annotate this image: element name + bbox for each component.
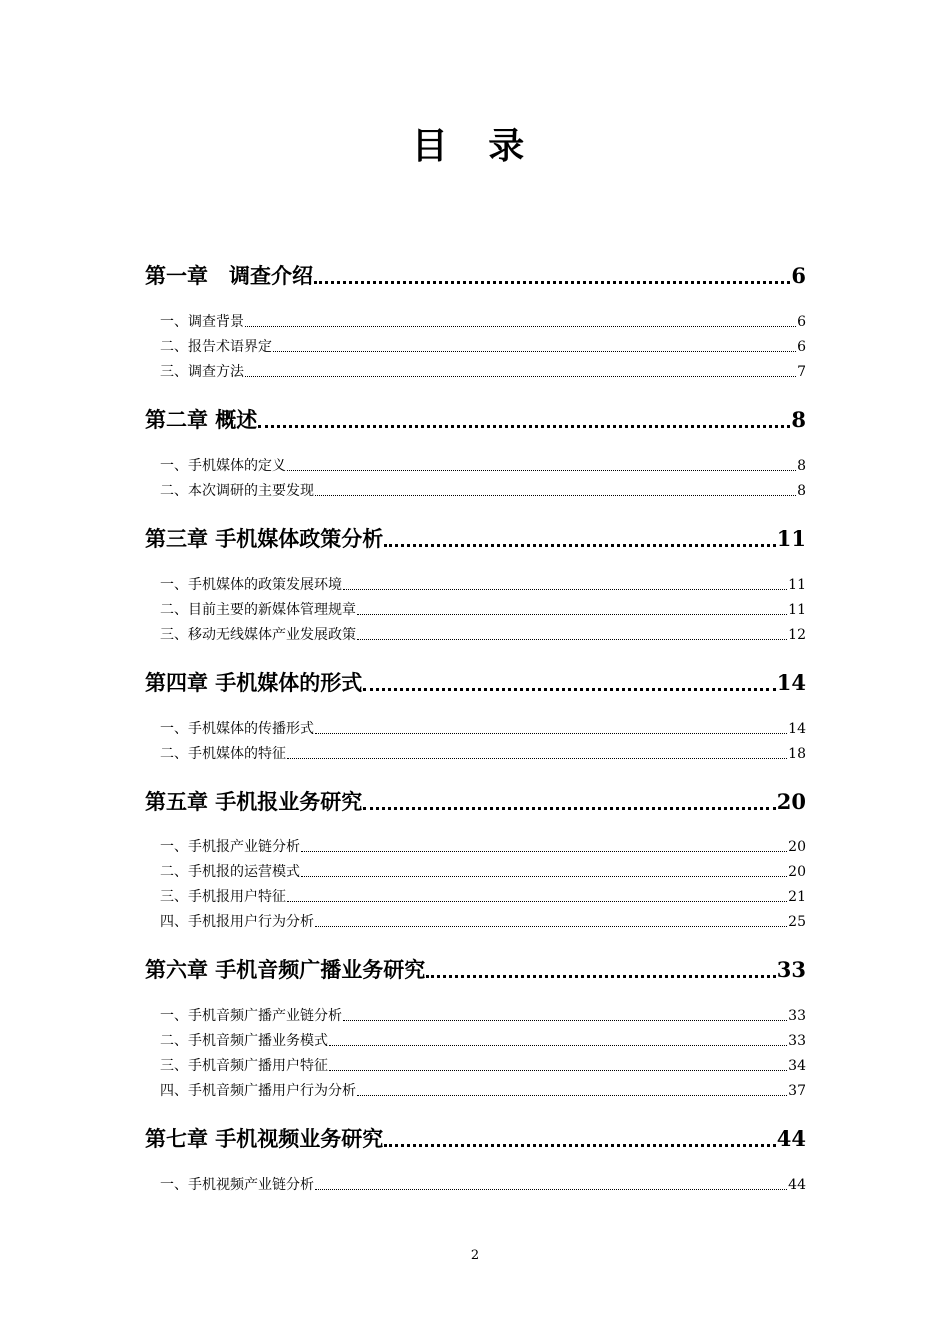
section-title: 三、调查方法 [160, 364, 244, 380]
toc-section[interactable] [160, 1174, 806, 1194]
footer-page-number: 2 [470, 1248, 480, 1263]
section-page-number: 6 [797, 339, 806, 355]
dot-leader [426, 975, 775, 978]
toc-section[interactable] [160, 599, 806, 619]
chapter-title: 第七章 手机视频业务研究 [145, 1126, 384, 1151]
section-page-number: 21 [788, 889, 806, 905]
toc-section[interactable] [160, 455, 806, 475]
section-title: 四、手机报用户行为分析 [160, 914, 314, 930]
section-title: 三、手机报用户特征 [160, 889, 286, 905]
toc-section[interactable] [160, 624, 806, 644]
section-page-number: 33 [788, 1033, 806, 1049]
dot-leader [245, 376, 796, 377]
section-page-number: 11 [788, 602, 806, 618]
section-title: 三、手机音频广播用户特征 [160, 1058, 328, 1074]
chapter-page-number: 44 [776, 1126, 806, 1151]
chapter-title: 第五章 手机报业务研究 [145, 789, 363, 814]
dot-leader [258, 425, 790, 428]
section-title: 二、手机报的运营模式 [160, 864, 300, 880]
toc-section[interactable] [160, 911, 806, 931]
dot-leader [301, 876, 787, 877]
dot-leader [329, 1045, 787, 1046]
chapter-page-number: 11 [776, 526, 806, 551]
page-title: 目 录 [411, 125, 539, 167]
dot-leader [363, 688, 775, 691]
section-title: 二、手机媒体的特征 [160, 746, 286, 762]
toc-chapter-1[interactable] [145, 260, 806, 290]
section-page-number: 18 [788, 746, 806, 762]
section-page-number: 11 [788, 577, 806, 593]
dot-leader [343, 589, 787, 590]
toc-chapter-3[interactable] [145, 523, 806, 553]
dot-leader [287, 470, 796, 471]
toc-section[interactable] [160, 836, 806, 856]
chapter-page-number: 33 [776, 957, 806, 982]
toc-section[interactable] [160, 718, 806, 738]
section-page-number: 25 [788, 914, 806, 930]
section-page-number: 33 [788, 1008, 806, 1024]
section-title: 一、调查背景 [160, 314, 244, 330]
chapter-title: 第四章 手机媒体的形式 [145, 670, 363, 695]
toc-section[interactable] [160, 361, 806, 381]
dot-leader [315, 926, 787, 927]
toc-section[interactable] [160, 480, 806, 500]
dot-leader [357, 1095, 787, 1096]
section-title: 一、手机音频广播产业链分析 [160, 1008, 342, 1024]
dot-leader [315, 495, 796, 496]
chapter-title: 第六章 手机音频广播业务研究 [145, 957, 426, 982]
section-page-number: 34 [788, 1058, 806, 1074]
section-title: 二、报告术语界定 [160, 339, 272, 355]
toc-section[interactable] [160, 311, 806, 331]
dot-leader [329, 1070, 787, 1071]
dot-leader [245, 326, 796, 327]
section-title: 一、手机媒体的政策发展环境 [160, 577, 342, 593]
section-page-number: 14 [788, 721, 806, 737]
dot-leader [314, 281, 790, 284]
toc-chapter-6[interactable] [145, 954, 806, 984]
toc-section[interactable] [160, 574, 806, 594]
section-page-number: 8 [797, 483, 806, 499]
section-page-number: 44 [788, 1177, 806, 1193]
toc-section[interactable] [160, 743, 806, 763]
section-title: 一、手机媒体的传播形式 [160, 721, 314, 737]
chapter-title: 第二章 概述 [145, 407, 258, 432]
section-title: 一、手机媒体的定义 [160, 458, 286, 474]
dot-leader [301, 851, 787, 852]
chapter-page-number: 14 [776, 670, 806, 695]
toc-chapter-7[interactable] [145, 1123, 806, 1153]
dot-leader [384, 1144, 775, 1147]
chapter-page-number: 6 [791, 263, 806, 288]
dot-leader [315, 1189, 787, 1190]
section-title: 一、手机视频产业链分析 [160, 1177, 314, 1193]
chapter-page-number: 8 [791, 407, 806, 432]
section-page-number: 20 [788, 839, 806, 855]
dot-leader [287, 758, 787, 759]
dot-leader [363, 807, 775, 810]
chapter-title: 第一章 调查介绍 [145, 263, 313, 288]
dot-leader [315, 733, 787, 734]
section-title: 二、本次调研的主要发现 [160, 483, 314, 499]
dot-leader [343, 1020, 787, 1021]
section-page-number: 37 [788, 1083, 806, 1099]
section-title: 二、目前主要的新媒体管理规章 [160, 602, 356, 618]
toc-section[interactable] [160, 1080, 806, 1100]
section-title: 一、手机报产业链分析 [160, 839, 300, 855]
toc-section[interactable] [160, 1030, 806, 1050]
chapter-page-number: 20 [776, 789, 806, 814]
dot-leader [357, 639, 787, 640]
section-title: 三、移动无线媒体产业发展政策 [160, 627, 356, 643]
section-page-number: 6 [797, 314, 806, 330]
dot-leader [384, 544, 775, 547]
section-title: 二、手机音频广播业务模式 [160, 1033, 328, 1049]
dot-leader [357, 614, 787, 615]
toc-section[interactable] [160, 1005, 806, 1025]
toc-section[interactable] [160, 861, 806, 881]
toc-section[interactable] [160, 336, 806, 356]
section-page-number: 8 [797, 458, 806, 474]
toc-section[interactable] [160, 1055, 806, 1075]
section-title: 四、手机音频广播用户行为分析 [160, 1083, 356, 1099]
dot-leader [287, 901, 787, 902]
dot-leader [273, 351, 796, 352]
toc-section[interactable] [160, 886, 806, 906]
toc-chapter-2[interactable] [145, 404, 806, 434]
section-page-number: 7 [797, 364, 806, 380]
section-page-number: 20 [788, 864, 806, 880]
toc-chapter-5[interactable] [145, 786, 806, 816]
chapter-title: 第三章 手机媒体政策分析 [145, 526, 384, 551]
toc-chapter-4[interactable] [145, 667, 806, 697]
section-page-number: 12 [788, 627, 806, 643]
